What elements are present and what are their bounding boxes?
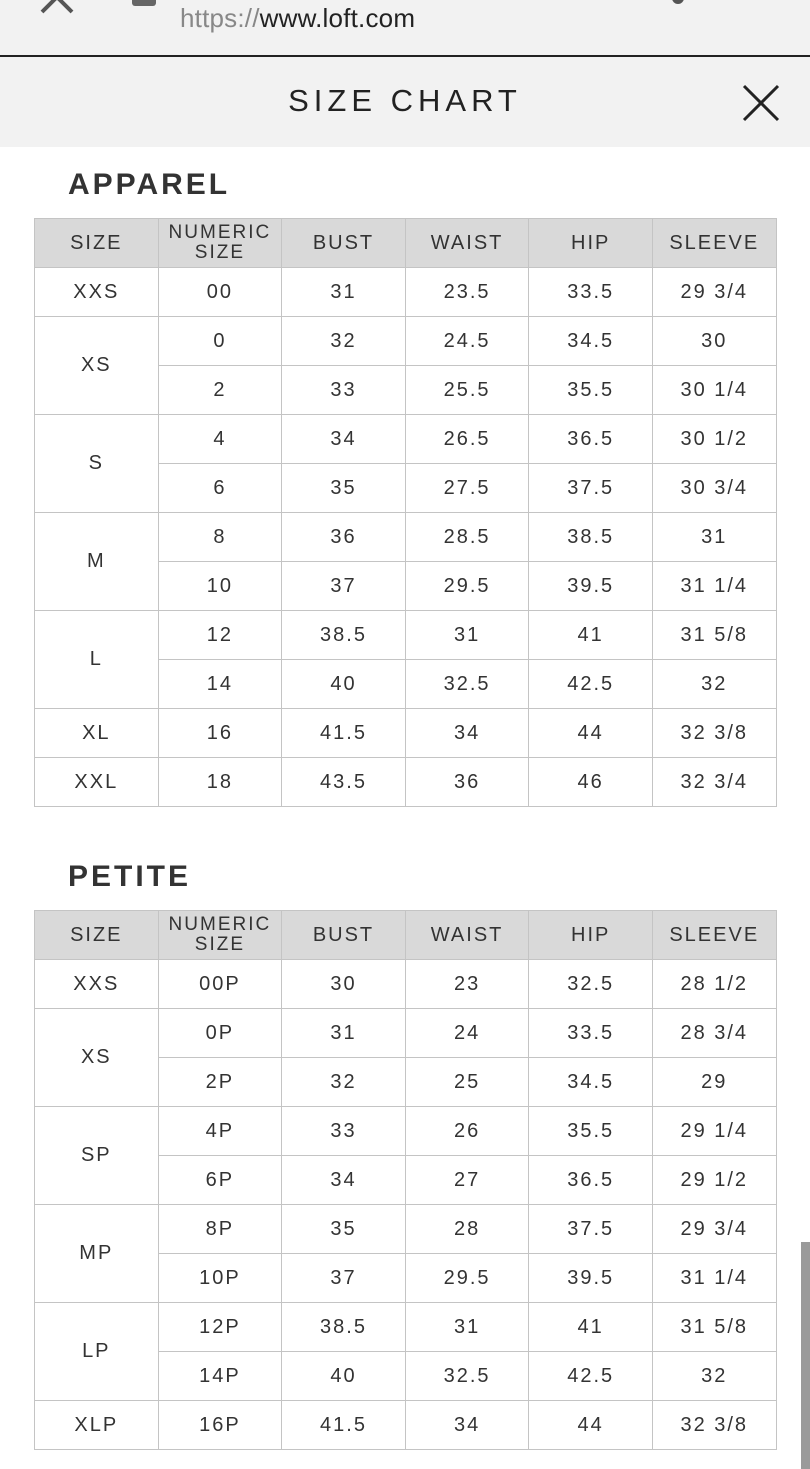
scrollbar[interactable] <box>801 1242 810 1469</box>
hip-cell: 46 <box>529 758 653 807</box>
column-header-waist: WAIST <box>405 911 529 960</box>
column-header-hip: HIP <box>529 911 653 960</box>
bust-cell: 35 <box>282 1205 406 1254</box>
bust-cell: 38.5 <box>282 1303 406 1352</box>
sleeve-cell: 32 3/4 <box>652 758 776 807</box>
numeric-size-cell: 16 <box>158 709 282 758</box>
size-cell: XXS <box>35 960 159 1009</box>
sleeve-cell: 30 1/4 <box>652 366 776 415</box>
bust-cell: 33 <box>282 1107 406 1156</box>
waist-cell: 32.5 <box>405 660 529 709</box>
sleeve-cell: 32 <box>652 1352 776 1401</box>
sleeve-cell: 30 1/2 <box>652 415 776 464</box>
bust-cell: 37 <box>282 1254 406 1303</box>
table-row <box>35 513 777 562</box>
hip-cell: 33.5 <box>529 1009 653 1058</box>
waist-cell: 24.5 <box>405 317 529 366</box>
column-header-waist: WAIST <box>405 219 529 268</box>
numeric-size-cell: 14 <box>158 660 282 709</box>
size-cell: S <box>35 415 159 513</box>
numeric-size-cell: 10P <box>158 1254 282 1303</box>
size-cell: XS <box>35 1009 159 1107</box>
table-row <box>35 1107 777 1156</box>
url-host: www.loft.com <box>259 3 416 33</box>
sleeve-cell: 30 <box>652 317 776 366</box>
waist-cell: 23.5 <box>405 268 529 317</box>
waist-cell: 23 <box>405 960 529 1009</box>
sleeve-cell: 31 <box>652 513 776 562</box>
numeric-size-cell: 4P <box>158 1107 282 1156</box>
numeric-size-cell: 12P <box>158 1303 282 1352</box>
table-row <box>35 268 777 317</box>
bust-cell: 40 <box>282 660 406 709</box>
sleeve-cell: 31 1/4 <box>652 1254 776 1303</box>
sleeve-cell: 30 3/4 <box>652 464 776 513</box>
waist-cell: 29.5 <box>405 1254 529 1303</box>
numeric-size-cell: 2 <box>158 366 282 415</box>
table-row <box>35 1303 777 1352</box>
sleeve-cell: 32 3/8 <box>652 709 776 758</box>
waist-cell: 32.5 <box>405 1352 529 1401</box>
numeric-size-cell: 6 <box>158 464 282 513</box>
sleeve-cell: 29 3/4 <box>652 268 776 317</box>
petite-size-table <box>34 910 777 1450</box>
column-header-bust: BUST <box>282 219 406 268</box>
hip-cell: 35.5 <box>529 1107 653 1156</box>
hip-cell: 41 <box>529 1303 653 1352</box>
numeric-size-cell: 10 <box>158 562 282 611</box>
bust-cell: 38.5 <box>282 611 406 660</box>
sleeve-cell: 32 3/8 <box>652 1401 776 1450</box>
size-cell: MP <box>35 1205 159 1303</box>
column-header-bust: BUST <box>282 911 406 960</box>
url-scheme: https:// <box>180 3 260 33</box>
waist-cell: 29.5 <box>405 562 529 611</box>
waist-cell: 27.5 <box>405 464 529 513</box>
tab-switcher-icon[interactable] <box>132 0 156 6</box>
hip-cell: 35.5 <box>529 366 653 415</box>
bust-cell: 31 <box>282 268 406 317</box>
numeric-size-cell: 14P <box>158 1352 282 1401</box>
size-cell: XL <box>35 709 159 758</box>
hip-cell: 39.5 <box>529 562 653 611</box>
hip-cell: 38.5 <box>529 513 653 562</box>
numeric-size-cell: 00 <box>158 268 282 317</box>
table-row <box>35 1401 777 1450</box>
apparel-section-title: APPAREL <box>68 168 231 201</box>
numeric-size-cell: 0P <box>158 1009 282 1058</box>
bust-cell: 34 <box>282 1156 406 1205</box>
column-header-numeric-size: NUMERIC SIZE <box>158 911 282 960</box>
waist-cell: 34 <box>405 1401 529 1450</box>
numeric-size-cell: 18 <box>158 758 282 807</box>
sleeve-cell: 32 <box>652 660 776 709</box>
size-cell: XXL <box>35 758 159 807</box>
close-tab-icon[interactable] <box>38 0 76 16</box>
numeric-size-cell: 8P <box>158 1205 282 1254</box>
column-header-size: SIZE <box>35 219 159 268</box>
waist-cell: 28.5 <box>405 513 529 562</box>
waist-cell: 36 <box>405 758 529 807</box>
hip-cell: 37.5 <box>529 1205 653 1254</box>
sleeve-cell: 29 3/4 <box>652 1205 776 1254</box>
table-row <box>35 415 777 464</box>
hip-cell: 37.5 <box>529 464 653 513</box>
close-icon[interactable] <box>738 80 784 126</box>
sleeve-cell: 28 1/2 <box>652 960 776 1009</box>
bust-cell: 35 <box>282 464 406 513</box>
hip-cell: 44 <box>529 1401 653 1450</box>
sleeve-cell: 29 <box>652 1058 776 1107</box>
waist-cell: 28 <box>405 1205 529 1254</box>
column-header-size: SIZE <box>35 911 159 960</box>
hip-cell: 42.5 <box>529 1352 653 1401</box>
numeric-size-cell: 12 <box>158 611 282 660</box>
waist-cell: 26.5 <box>405 415 529 464</box>
table-header-row <box>35 219 777 268</box>
table-header-row <box>35 911 777 960</box>
column-header-numeric-size: NUMERIC SIZE <box>158 219 282 268</box>
hip-cell: 42.5 <box>529 660 653 709</box>
hip-cell: 39.5 <box>529 1254 653 1303</box>
bust-cell: 30 <box>282 960 406 1009</box>
hip-cell: 44 <box>529 709 653 758</box>
table-row <box>35 960 777 1009</box>
numeric-size-cell: 6P <box>158 1156 282 1205</box>
waist-cell: 26 <box>405 1107 529 1156</box>
share-icon[interactable] <box>650 0 690 22</box>
waist-cell: 27 <box>405 1156 529 1205</box>
waist-cell: 31 <box>405 1303 529 1352</box>
bust-cell: 33 <box>282 366 406 415</box>
petite-section-title: PETITE <box>68 860 192 893</box>
hip-cell: 36.5 <box>529 1156 653 1205</box>
table-row <box>35 611 777 660</box>
bust-cell: 34 <box>282 415 406 464</box>
numeric-size-cell: 8 <box>158 513 282 562</box>
size-cell: XLP <box>35 1401 159 1450</box>
table-row <box>35 1009 777 1058</box>
waist-cell: 25 <box>405 1058 529 1107</box>
sleeve-cell: 29 1/2 <box>652 1156 776 1205</box>
bust-cell: 32 <box>282 1058 406 1107</box>
apparel-size-table <box>34 218 777 807</box>
sleeve-cell: 29 1/4 <box>652 1107 776 1156</box>
numeric-size-cell: 0 <box>158 317 282 366</box>
bust-cell: 31 <box>282 1009 406 1058</box>
bust-cell: 43.5 <box>282 758 406 807</box>
size-cell: XXS <box>35 268 159 317</box>
size-chart-header <box>0 57 810 147</box>
hip-cell: 41 <box>529 611 653 660</box>
waist-cell: 31 <box>405 611 529 660</box>
sleeve-cell: 28 3/4 <box>652 1009 776 1058</box>
numeric-size-cell: 2P <box>158 1058 282 1107</box>
hip-cell: 32.5 <box>529 960 653 1009</box>
bust-cell: 37 <box>282 562 406 611</box>
table-row <box>35 317 777 366</box>
hip-cell: 33.5 <box>529 268 653 317</box>
numeric-size-cell: 4 <box>158 415 282 464</box>
size-cell: M <box>35 513 159 611</box>
column-header-sleeve: SLEEVE <box>652 911 776 960</box>
table-row <box>35 1205 777 1254</box>
column-header-hip: HIP <box>529 219 653 268</box>
size-cell: L <box>35 611 159 709</box>
hip-cell: 34.5 <box>529 317 653 366</box>
sleeve-cell: 31 1/4 <box>652 562 776 611</box>
waist-cell: 25.5 <box>405 366 529 415</box>
table-row <box>35 709 777 758</box>
numeric-size-cell: 00P <box>158 960 282 1009</box>
address-bar[interactable] <box>180 3 415 34</box>
size-cell: SP <box>35 1107 159 1205</box>
modal-title: SIZE CHART <box>288 83 522 118</box>
bust-cell: 40 <box>282 1352 406 1401</box>
size-cell: XS <box>35 317 159 415</box>
size-cell: LP <box>35 1303 159 1401</box>
bust-cell: 41.5 <box>282 709 406 758</box>
sleeve-cell: 31 5/8 <box>652 611 776 660</box>
bust-cell: 36 <box>282 513 406 562</box>
bust-cell: 32 <box>282 317 406 366</box>
browser-toolbar <box>0 0 810 57</box>
sleeve-cell: 31 5/8 <box>652 1303 776 1352</box>
numeric-size-cell: 16P <box>158 1401 282 1450</box>
column-header-sleeve: SLEEVE <box>652 219 776 268</box>
table-row <box>35 758 777 807</box>
waist-cell: 24 <box>405 1009 529 1058</box>
bust-cell: 41.5 <box>282 1401 406 1450</box>
waist-cell: 34 <box>405 709 529 758</box>
hip-cell: 34.5 <box>529 1058 653 1107</box>
more-options-icon[interactable] <box>748 0 768 16</box>
hip-cell: 36.5 <box>529 415 653 464</box>
